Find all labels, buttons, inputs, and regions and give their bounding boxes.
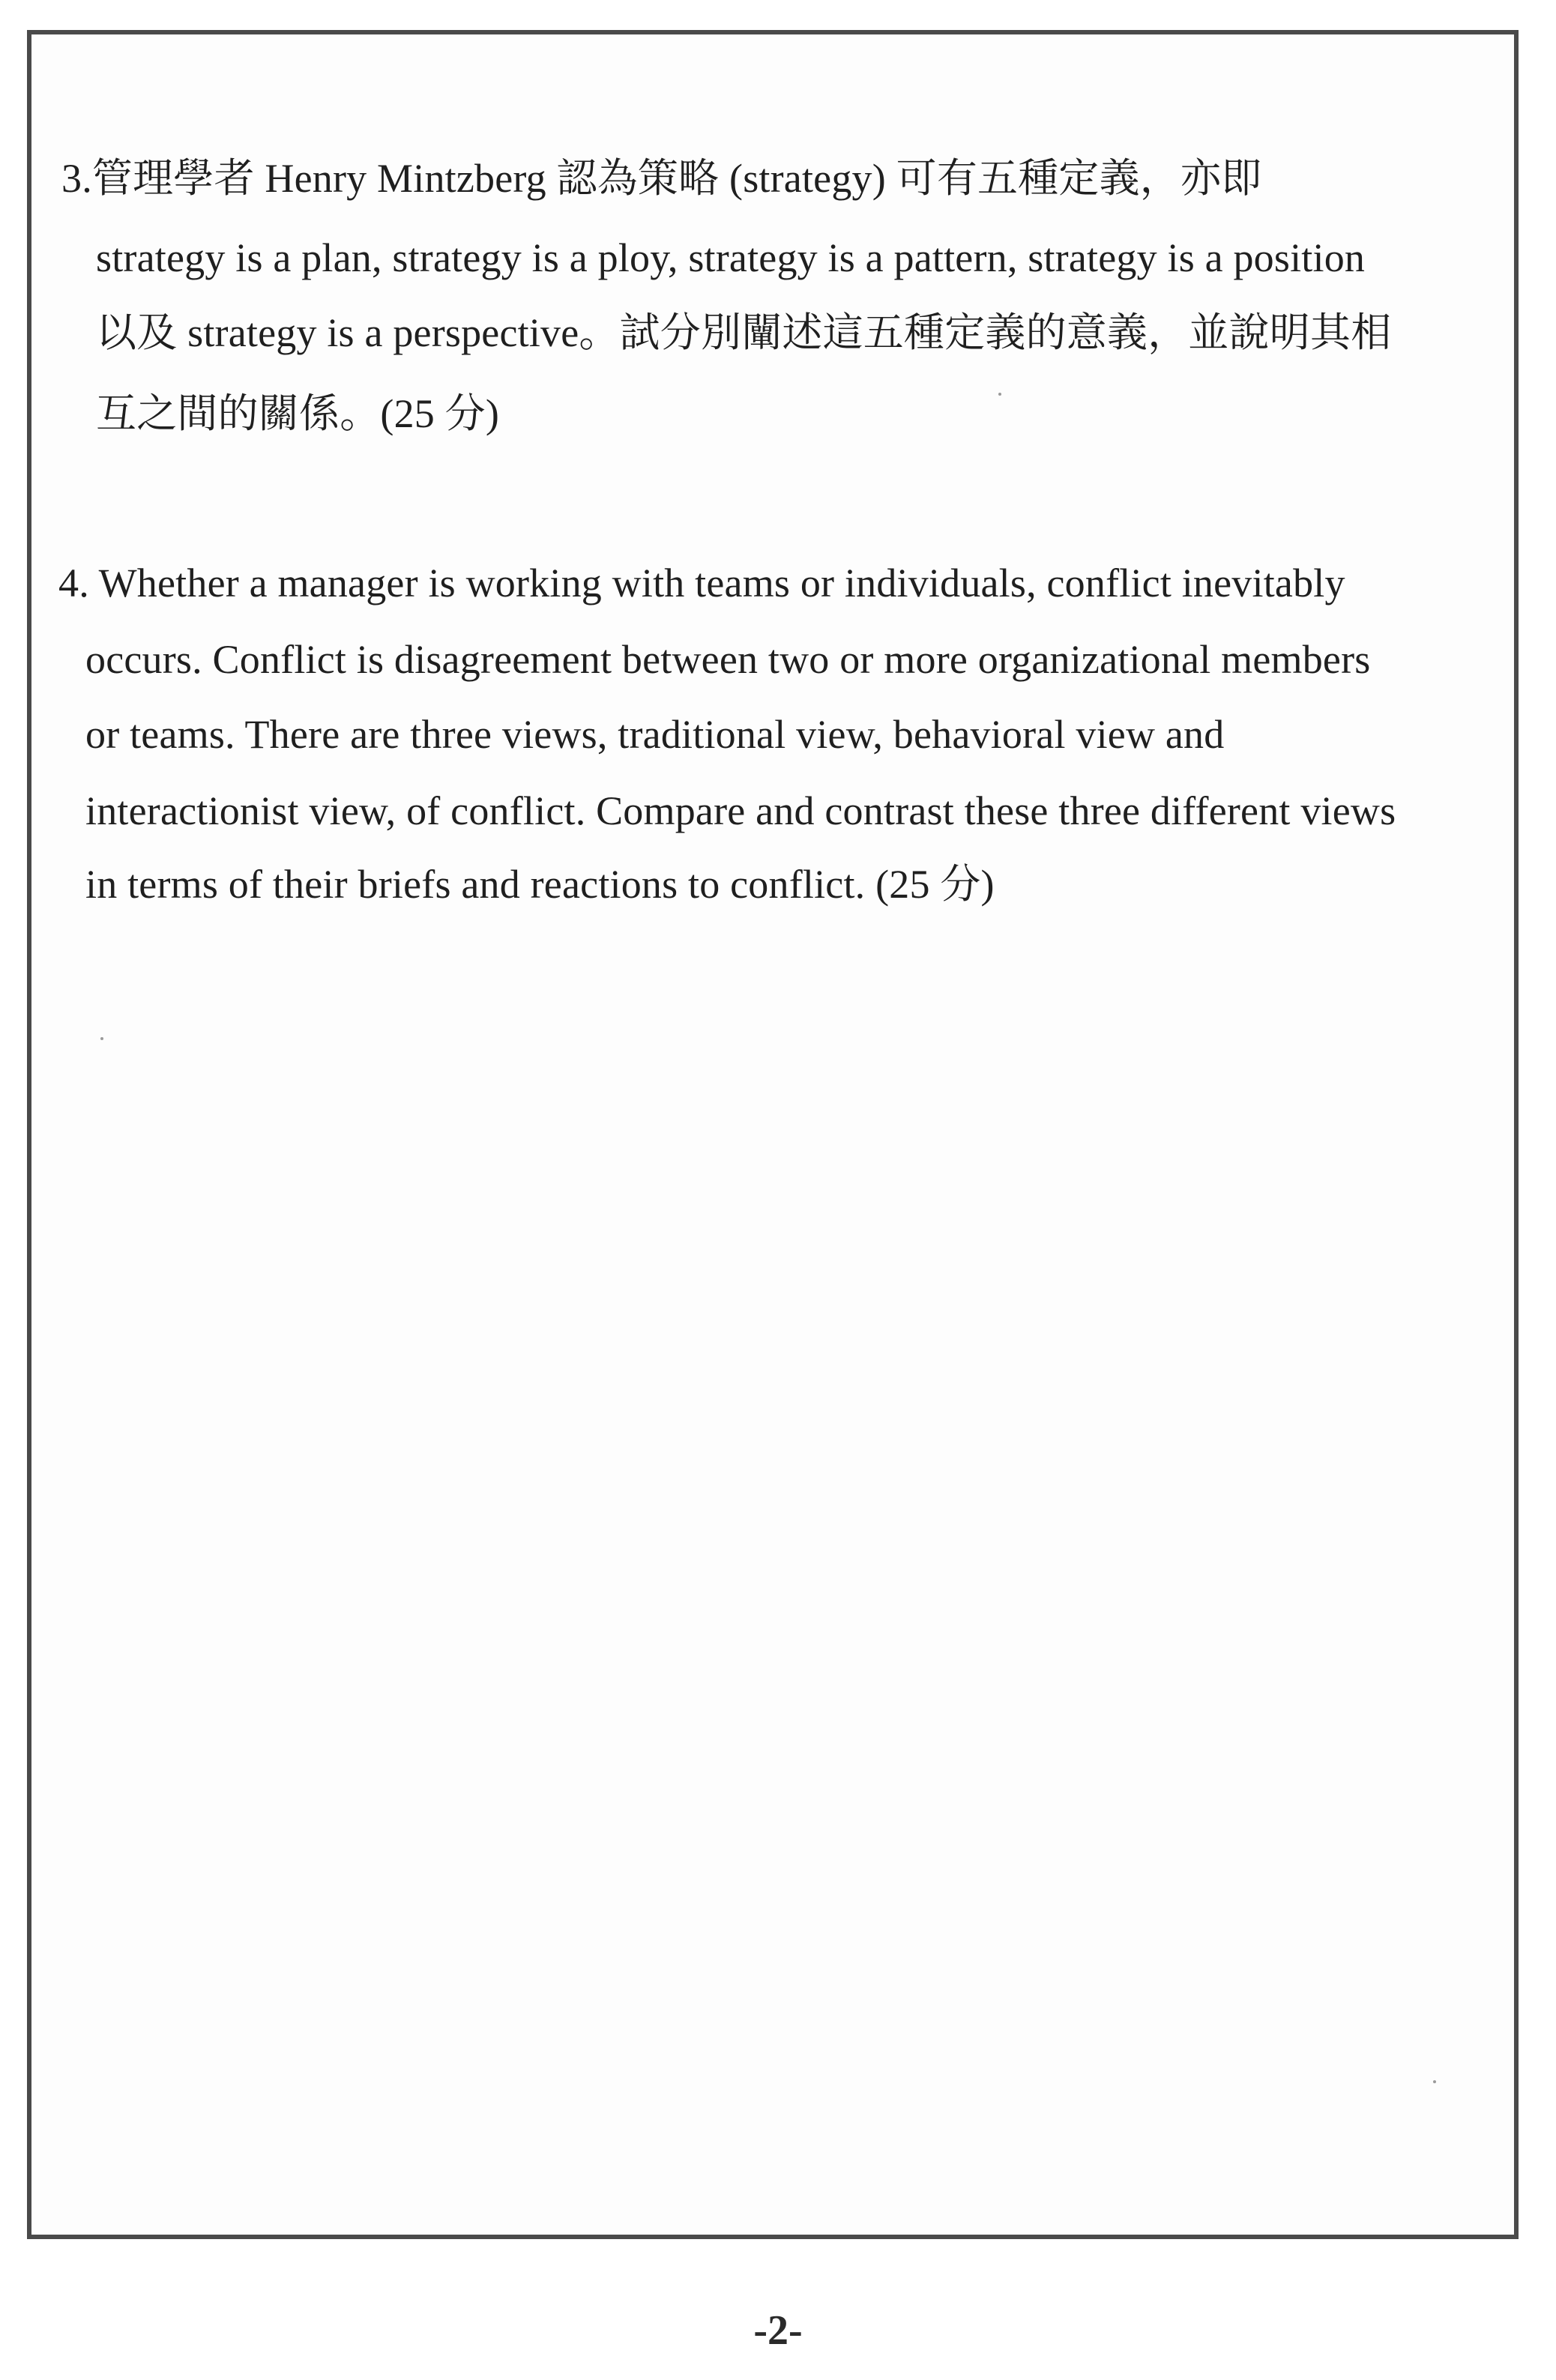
question-3-line-2: strategy is a plan, strategy is a ploy, strategy is a pattern, strategy is a position: [96, 235, 1366, 280]
scan-speck: [1433, 2080, 1436, 2083]
question-4-line-5: in terms of their briefs and reactions to conflict. (25 分): [85, 862, 995, 907]
page-number: -2-: [753, 2307, 803, 2354]
question-4-line-4: interactionist view, of conflict. Compare and contrast these three different views: [85, 788, 1396, 833]
question-4-line-1: 4. Whether a manager is working with teams or individuals, conflict inevitably: [58, 561, 1345, 605]
scan-speck: [998, 393, 1001, 396]
question-4-line-3: or teams. There are three views, traditional view, behavioral view and: [85, 712, 1225, 757]
exam-page-frame: [27, 30, 1519, 2239]
question-3-line-1: 3.管理學者 Henry Mintzberg 認為策略 (strategy) 可有五種定義，亦即: [61, 156, 1262, 201]
question-3-line-3: 以及 strategy is a perspective。試分別闡述這五種定義的意義，並說明其相: [96, 310, 1392, 355]
question-3-line-4: 互之間的關係。(25 分): [96, 391, 500, 436]
scan-speck: [100, 1037, 103, 1040]
question-4-line-2: occurs. Conflict is disagreement between two or more organizational members: [85, 637, 1371, 682]
